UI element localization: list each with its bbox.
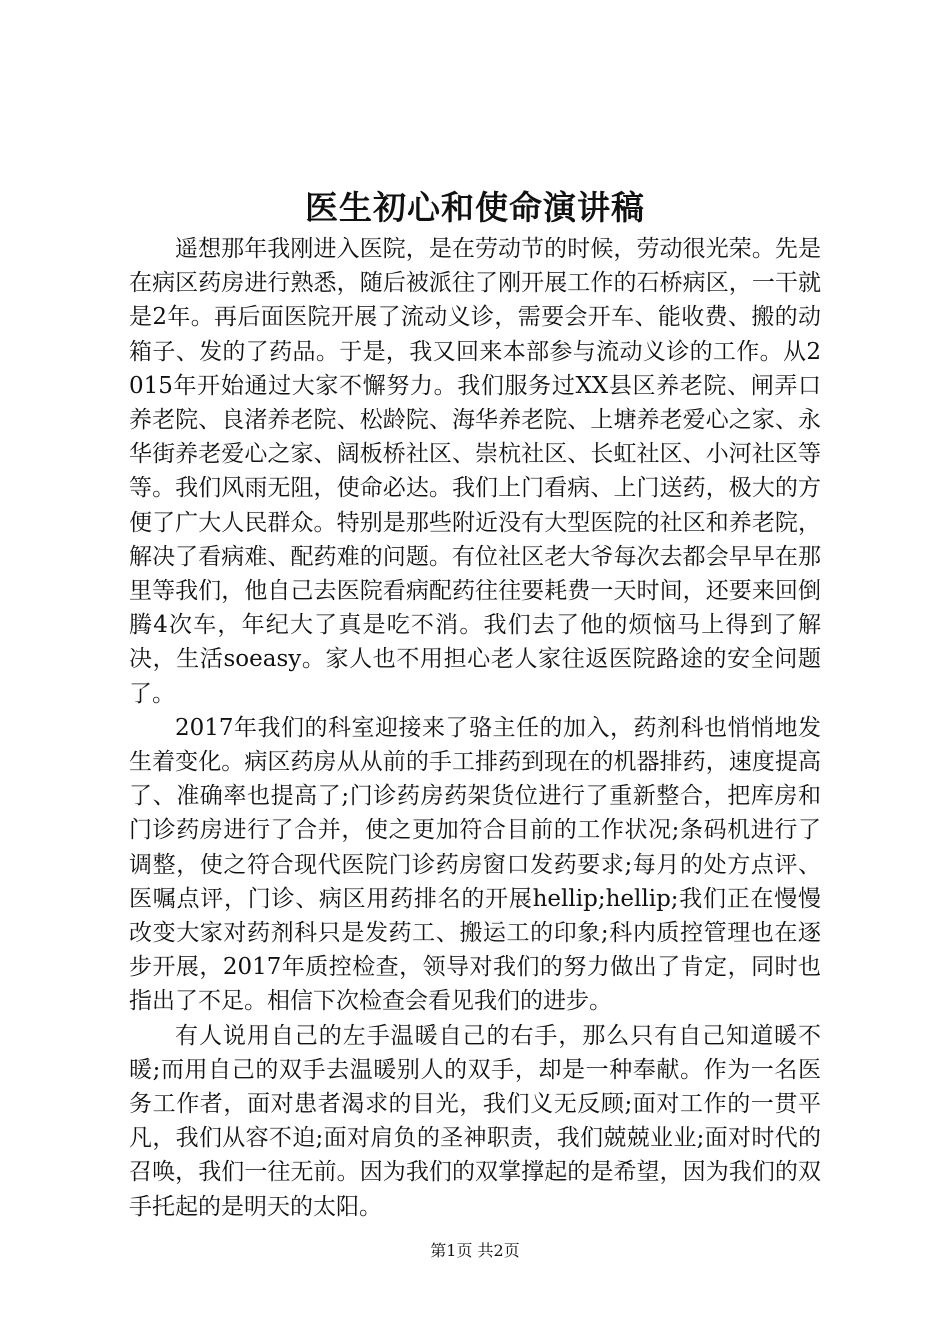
page-number-label: 第1页 共2页 — [430, 1241, 520, 1260]
document-title: 医生初心和使命演讲稿 — [305, 188, 645, 227]
document-body — [129, 232, 821, 1224]
paragraph-3: 有人说用自己的左手温暖自己的右手，那么只有自己知道暖不暖;而用自己的双手去温暖别人的双手，却是一种奉献。作为一名医务工作者，面对患者渴求的目光，我们义无反顾;面对工作的一贯平凡，我们从容不迫;面对肩负的圣神职责，我们兢兢业业;面对时代的召唤，我们一往无前。因为我们的双掌撑起的是希望，因为我们的双手托起的是明天的太阳。 — [129, 1022, 821, 1220]
paragraph-1: 遥想那年我刚进入医院，是在劳动节的时候，劳动很光荣。先是在病区药房进行熟悉，随后被派往了刚开展工作的石桥病区，一干就是2年。再后面医院开展了流动义诊，需要会开车、能收费、搬的动箱子、发的了药品。于是，我又回来本部参与流动义诊的工作。从2015年开始通过大家不懈努力。我们服务过XX县区养老院、闸弄口养老院、良渚养老院、松龄院、海华养老院、上塘养老爱心之家、永华街养老爱心之家、阔板桥社区、崇杭社区、长虹社区、小河社区等等。我们风雨无阻，使命必达。我们上门看病、上门送药，极大的方便了广大人民群众。特别是那些附近没有大型医院的社区和养老院，解决了看病难、配药难的问题。有位社区老大爷每次去都会早早在那里等我们，他自己去医院看病配药往往要耗费一天时间，还要来回倒腾4次车，年纪大了真是吃不消。我们去了他的烦恼马上得到了解决，生活soeasy。家人也不用担心老人家往返医院路途的安全问题了。 — [129, 236, 821, 707]
page-footer — [0, 1240, 950, 1262]
paragraph-2: 2017年我们的科室迎接来了骆主任的加入，药剂科也悄悄地发生着变化。病区药房从从前的手工排药到现在的机器排药，速度提高了、准确率也提高了;门诊药房药架货位进行了重新整合，把库房和门诊药房进行了合并，使之更加符合目前的工作状况;条码机进行了调整，使之符合现代医院门诊药房窗口发药要求;每月的处方点评、医嘱点评，门诊、病区用药排名的开展hellip;hellip;我们正在慢慢改变大家对药剂科只是发药工、搬运工的印象;科内质控管理也在逐步开展，2017年质控检查，领导对我们的努力做出了肯定，同时也指出了不足。相信下次检查会看见我们的进步。 — [129, 714, 821, 1015]
